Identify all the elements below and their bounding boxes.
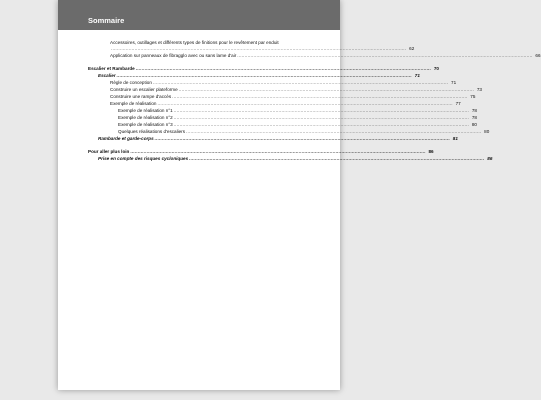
page-number: 75 xyxy=(470,94,476,99)
toc-entry-escalier-et-rambarde[interactable]: Escalier et Rambarde ........................................................................................................................................................................................................ 70 xyxy=(88,66,439,71)
page-number: 62 xyxy=(409,46,415,51)
toc-entry-exemple-3[interactable]: Exemple de réalisation n°3 ........................................................................................................................................................................................................ 80 xyxy=(118,122,477,127)
document-page xyxy=(58,0,541,390)
toc-entry-accessoires-line1: Accessoires, outillages et différents types de finitions pour le revêtement par enduit xyxy=(110,40,279,45)
page-number: 66 xyxy=(535,53,541,58)
page-number: 86 xyxy=(487,156,493,161)
page-number: 71 xyxy=(451,80,457,85)
page-number: 80 xyxy=(471,122,477,127)
page-number: 70 xyxy=(433,66,439,71)
toc-entry-exemple-2[interactable]: Exemple de réalisation n°2 ........................................................................................................................................................................................................ 78 xyxy=(118,115,477,120)
page-title: Sommaire xyxy=(88,16,125,25)
page-number: 86 xyxy=(428,149,434,154)
page-number: 73 xyxy=(476,87,482,92)
toc-entry-rampe-acces[interactable]: Construire une rampe d'accès ........................................................................................................................................................................................................ 75 xyxy=(110,94,476,99)
toc-entry-risques-cycloniques[interactable]: Prise en compte des risques cycloniques ........................................................................................................................................................................................................ 86 xyxy=(98,156,493,161)
page-header xyxy=(58,0,340,30)
page-number: 78 xyxy=(471,115,477,120)
page-number: 80 xyxy=(484,129,490,134)
toc-entry-escalier-plateforme[interactable]: Construire un escalier plateforme ........................................................................................................................................................................................................ 73 xyxy=(110,87,482,92)
toc-entry-escalier[interactable]: Escalier ........................................................................................................................................................................................................ 71 xyxy=(98,73,420,78)
page-number: 81 xyxy=(452,136,458,141)
page-number: 77 xyxy=(455,101,461,106)
page-number: 71 xyxy=(414,73,420,78)
toc-entry-exemple-de-realisation[interactable]: Exemple de réalisation ........................................................................................................................................................................................................ 77 xyxy=(110,101,461,106)
toc-entry-regle-de-conception[interactable]: Règle de conception ........................................................................................................................................................................................................ 71 xyxy=(110,80,457,85)
toc-entry-pour-aller-plus-loin[interactable]: Pour aller plus loin ........................................................................................................................................................................................................ 86 xyxy=(88,149,434,154)
toc-entry-quelques-realisations[interactable]: Quelques réalisations d'escaliers ........................................................................................................................................................................................................ 80 xyxy=(118,129,490,134)
page-number: 78 xyxy=(471,108,477,113)
toc-entry-application-fibragglo[interactable]: Application sur panneaux de fibragglo avec ou sans lame d'air ........................................................................................................................................................................................................ 66 xyxy=(110,53,541,58)
toc-entry-exemple-1[interactable]: Exemple de réalisation n°1 ........................................................................................................................................................................................................ 78 xyxy=(118,108,477,113)
toc-entry-rambarde-garde-corps[interactable]: Rambarde et garde-corps ........................................................................................................................................................................................................ 81 xyxy=(98,136,458,141)
toc-entry-accessoires[interactable]: ........................................................................................................................................................................................................ 62 xyxy=(111,46,415,51)
